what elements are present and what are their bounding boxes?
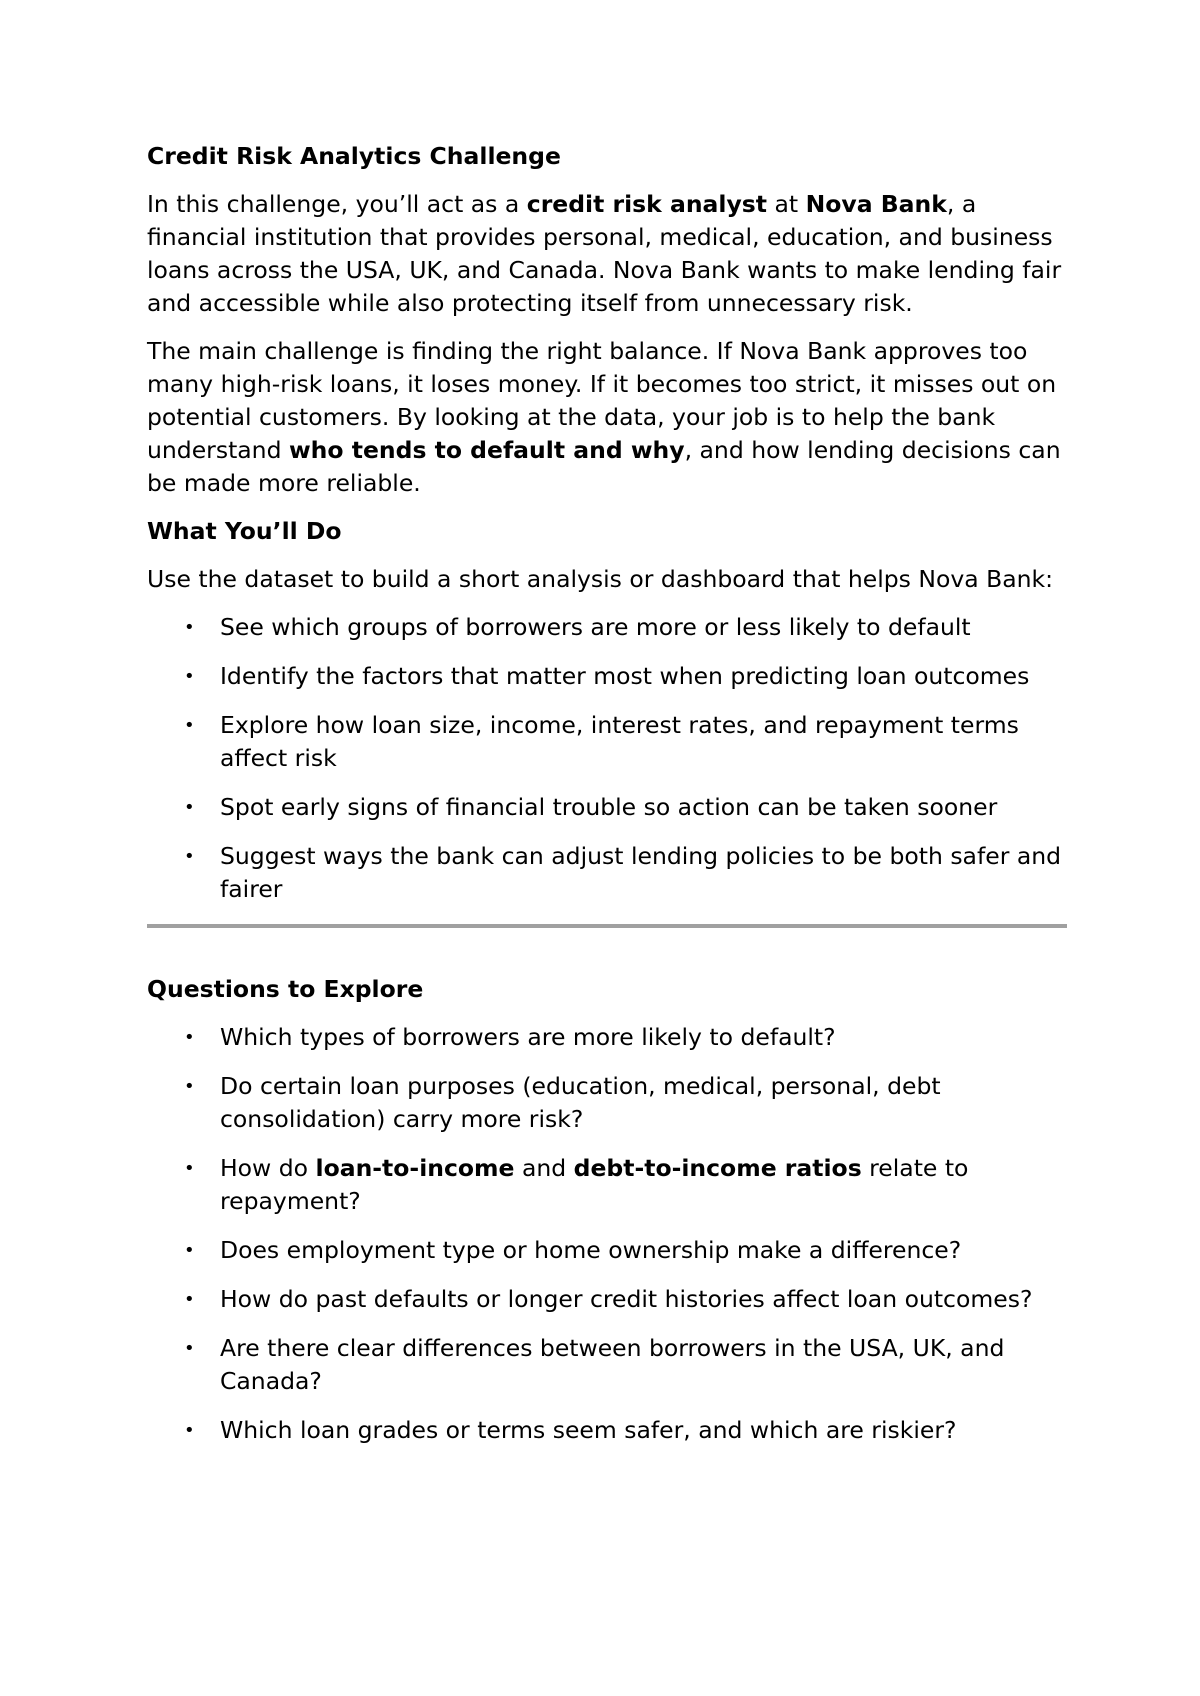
- q3-text-3: relate to repayment?: [220, 1154, 969, 1215]
- list-item-text: Suggest ways the bank can adjust lending policies to be both safer and fairer: [220, 842, 1062, 903]
- list-item: [147, 1152, 1067, 1218]
- horizontal-divider: [147, 924, 1067, 928]
- intro-text-3: , a financial institution that provides personal, medical, education, and business loans across the USA, UK, and Canada. Nova Bank wants to make lending fair and accessible while also protecting itself from unnecessary risk.: [147, 190, 1062, 317]
- list-item-text: How do past defaults or longer credit histories affect loan outcomes?: [220, 1285, 1033, 1313]
- what-intro: Use the dataset to build a short analysis or dashboard that helps Nova Bank:: [147, 565, 1054, 593]
- q3-text-2: and: [514, 1154, 574, 1182]
- list-item: [147, 1021, 1067, 1054]
- list-item: [147, 840, 1067, 906]
- bullet-icon: •: [184, 1240, 195, 1261]
- bullet-icon: •: [184, 715, 195, 736]
- questions-heading: Questions to Explore: [147, 975, 424, 1003]
- bullet-icon: •: [184, 1158, 195, 1179]
- challenge-text-2: , and how lending decisions can be made more reliable.: [147, 436, 1061, 497]
- list-item: [147, 1283, 1067, 1316]
- challenge-paragraph: [147, 335, 1067, 500]
- list-item-text: Are there clear differences between borrowers in the USA, UK, and Canada?: [220, 1334, 1005, 1395]
- list-item-text: Does employment type or home ownership make a difference?: [220, 1236, 962, 1264]
- challenge-bold: who tends to default and why: [288, 436, 685, 464]
- intro-paragraph: [147, 188, 1067, 320]
- list-item-text: Which types of borrowers are more likely to default?: [220, 1023, 836, 1051]
- document-title: Credit Risk Analytics Challenge: [147, 142, 561, 170]
- questions-list: [147, 1021, 1067, 1447]
- list-item: [147, 611, 1067, 644]
- list-item-text: See which groups of borrowers are more or less likely to default: [220, 613, 971, 641]
- intro-text-2: at: [767, 190, 806, 218]
- list-item-text: [220, 1154, 968, 1215]
- bullet-icon: •: [184, 1420, 195, 1441]
- list-item-text: Identify the factors that matter most when predicting loan outcomes: [220, 662, 1030, 690]
- list-item: [147, 1234, 1067, 1267]
- list-item-text: Explore how loan size, income, interest rates, and repayment terms affect risk: [220, 711, 1019, 772]
- list-item: [147, 1070, 1067, 1136]
- intro-bold-bank: Nova Bank: [805, 190, 947, 218]
- list-item: [147, 1414, 1067, 1447]
- what-heading: What You’ll Do: [147, 517, 342, 545]
- list-item-text: Spot early signs of financial trouble so action can be taken sooner: [220, 793, 998, 821]
- bullet-icon: •: [184, 666, 195, 687]
- bullet-icon: •: [184, 1027, 195, 1048]
- intro-bold-role: credit risk analyst: [526, 190, 767, 218]
- bullet-icon: •: [184, 1338, 195, 1359]
- list-item-text: Which loan grades or terms seem safer, and which are riskier?: [220, 1416, 957, 1444]
- bullet-icon: •: [184, 1076, 195, 1097]
- challenge-text-1: The main challenge is finding the right balance. If Nova Bank approves too many high-risk loans, it loses money. If it becomes too strict, it misses out on potential customers. By looking at the data, your job is to help the bank understand: [147, 337, 1057, 464]
- what-list: [147, 611, 1067, 906]
- bullet-icon: •: [184, 797, 195, 818]
- bullet-icon: •: [184, 617, 195, 638]
- bullet-icon: •: [184, 846, 195, 867]
- bullet-icon: •: [184, 1289, 195, 1310]
- q3-bold-lti: loan-to-income: [315, 1154, 515, 1182]
- list-item: [147, 709, 1067, 775]
- q3-text-1: How do: [220, 1154, 316, 1182]
- q3-bold-dti: debt-to-income ratios: [573, 1154, 862, 1182]
- list-item: [147, 1332, 1067, 1398]
- document-page: [147, 140, 1067, 1447]
- intro-text-1: In this challenge, you’ll act as a: [147, 190, 527, 218]
- list-item-text: Do certain loan purposes (education, medical, personal, debt consolidation) carry more risk?: [220, 1072, 941, 1133]
- list-item: [147, 660, 1067, 693]
- list-item: [147, 791, 1067, 824]
